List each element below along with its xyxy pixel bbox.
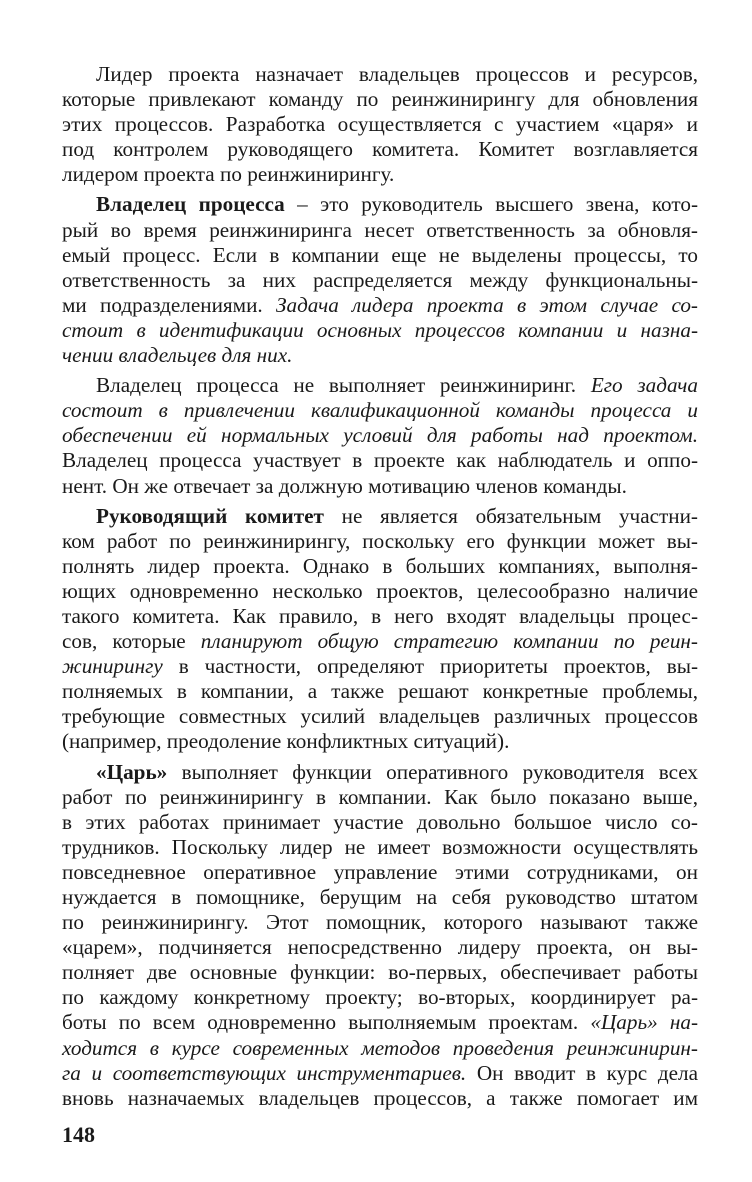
text-run: Владелец процесса не выполняет реинжиниринг. [96,373,591,398]
text-run: Лидер проекта назначает владельцев процессов и ресурсов, [96,62,698,86]
text-line [62,885,698,910]
text-line [62,398,698,423]
text-line [62,1036,698,1061]
text-line [62,604,698,629]
text-line [62,910,698,935]
text-line [62,985,698,1010]
text-run: емый процесс. Если в компании еще не выделены процессы, то [62,242,698,267]
text-run: которые привлекают команду по реинжинирингу для обновления [62,87,698,112]
text-run: в этих работах принимает участие довольно большое число со- [62,809,698,834]
text-line [62,192,698,217]
text-run: полняет две основные функции: во-первых, обеспечивает работы [62,960,698,985]
text-line [62,810,698,835]
text-line [62,448,698,473]
text-line [62,373,698,398]
text-line [62,579,698,604]
paragraph [62,760,698,1111]
paragraph [62,62,698,187]
text-run: «царем», подчиняется непосредственно лидеру проекта, он вы- [62,935,698,960]
bold-term: Владелец процесса [96,192,285,217]
text-run: нуждается в помощнике, берущим на себя руководство штатом [62,885,698,909]
text-run: нент. Он же отвечает за должную мотивацию членов команды. [62,473,627,498]
paragraph [62,192,698,368]
text-run: трудников. Поскольку лидер не имеет возможности осуществлять [62,834,698,859]
text-run: выполняет функции оперативного руководителя всех [167,759,698,784]
text-run: сов, которые [62,629,201,654]
text-line [62,654,698,679]
text-run: ответственность за них распределяется между функциональны- [62,267,698,292]
text-line [62,835,698,860]
text-line [62,1086,698,1111]
text-line [62,679,698,704]
text-line [62,529,698,554]
text-run: полнять лидер проекта. Однако в больших компаниях, выполня- [62,553,698,578]
text-run: этих процессов. Разработка осуществляется с участием «царя» и [62,112,698,137]
paragraph [62,373,698,498]
text-run: Он вводит в курс дела [466,1060,698,1085]
text-line [62,218,698,243]
text-run: такого комитета. Как правило, в него входят владельцы процес- [62,603,698,628]
text-line [62,112,698,137]
text-line [62,162,698,187]
paragraph [62,504,698,755]
italic-text: чении владельцев для них. [62,343,293,368]
text-line [62,1061,698,1086]
body-text [62,62,698,1116]
text-line [62,62,698,87]
text-run: не является обязательным участни- [323,503,698,528]
italic-text: га и соответствующих инструментариев. [62,1060,467,1085]
italic-text: ходится в курсе современных методов проведения реинжинирин- [62,1035,698,1060]
text-run: (например, преодоление конфликтных ситуаций). [62,729,510,754]
text-run: боты по всем одновременно выполняемым проектам. [62,1010,591,1035]
text-line [62,1010,698,1035]
text-run: требующие совместных усилий владельцев различных процессов [62,704,698,729]
text-run: по каждому конкретному проекту; во-вторых, координирует ра- [62,985,698,1010]
italic-text: планируют общую стратегию компании по реин- [200,629,698,654]
text-run: повседневное оперативное управление этими сотрудниками, он [62,859,698,884]
text-line [62,87,698,112]
text-run: ми подразделениями. [62,292,276,317]
text-line [62,243,698,268]
italic-text: обеспечении ей нормальных условий для работы над проектом. [62,423,698,448]
text-line [62,474,698,499]
text-run: полняемых в компании, а также решают конкретные проблемы, [62,679,698,704]
text-line [62,760,698,785]
text-line [62,629,698,654]
italic-text: состоит в привлечении квалификационной команды процесса и [62,398,698,423]
text-line [62,554,698,579]
text-run: – это руководитель высшего звена, кото- [284,192,699,217]
italic-text: Его задача [590,373,698,398]
text-run: лидером проекта по реинжинирингу. [62,162,395,187]
text-run: работ по реинжинирингу в компании. Как было показано выше, [62,784,698,809]
text-line [62,293,698,318]
text-run: рый во время реинжиниринга несет ответственность за обновля- [62,217,698,242]
text-line [62,137,698,162]
bold-term: «Царь» [96,759,168,784]
text-line [62,960,698,985]
text-line [62,729,698,754]
text-run: Владелец процесса участвует в проекте как наблюдатель и оппо- [62,448,698,473]
italic-text: «Царь» на- [590,1010,698,1035]
text-line [62,935,698,960]
text-run: по реинжинирингу. Этот помощник, которого называют также [62,910,698,935]
text-run: вновь назначаемых владельцев процессов, а также помогает им [62,1085,698,1110]
text-line [62,268,698,293]
italic-text: стоит в идентификации основных процессов компании и назна- [62,317,698,342]
bold-term: Руководящий комитет [96,503,324,528]
text-line [62,504,698,529]
text-line [62,785,698,810]
italic-text: Задача лидера проекта в этом случае со- [275,292,698,317]
text-line [62,318,698,343]
text-line [62,704,698,729]
text-line [62,860,698,885]
text-line [62,423,698,448]
text-run: ком работ по реинжинирингу, поскольку его функции может вы- [62,528,698,553]
italic-text: жинирингу [62,654,163,679]
text-line [62,343,698,368]
page-number: 148 [62,1122,95,1147]
text-run: ющих одновременно несколько проектов, целесообразно наличие [62,578,698,603]
text-run: под контролем руководящего комитета. Комитет возглавляется [62,137,698,162]
text-run: в частности, определяют приоритеты проектов, вы- [162,654,698,679]
